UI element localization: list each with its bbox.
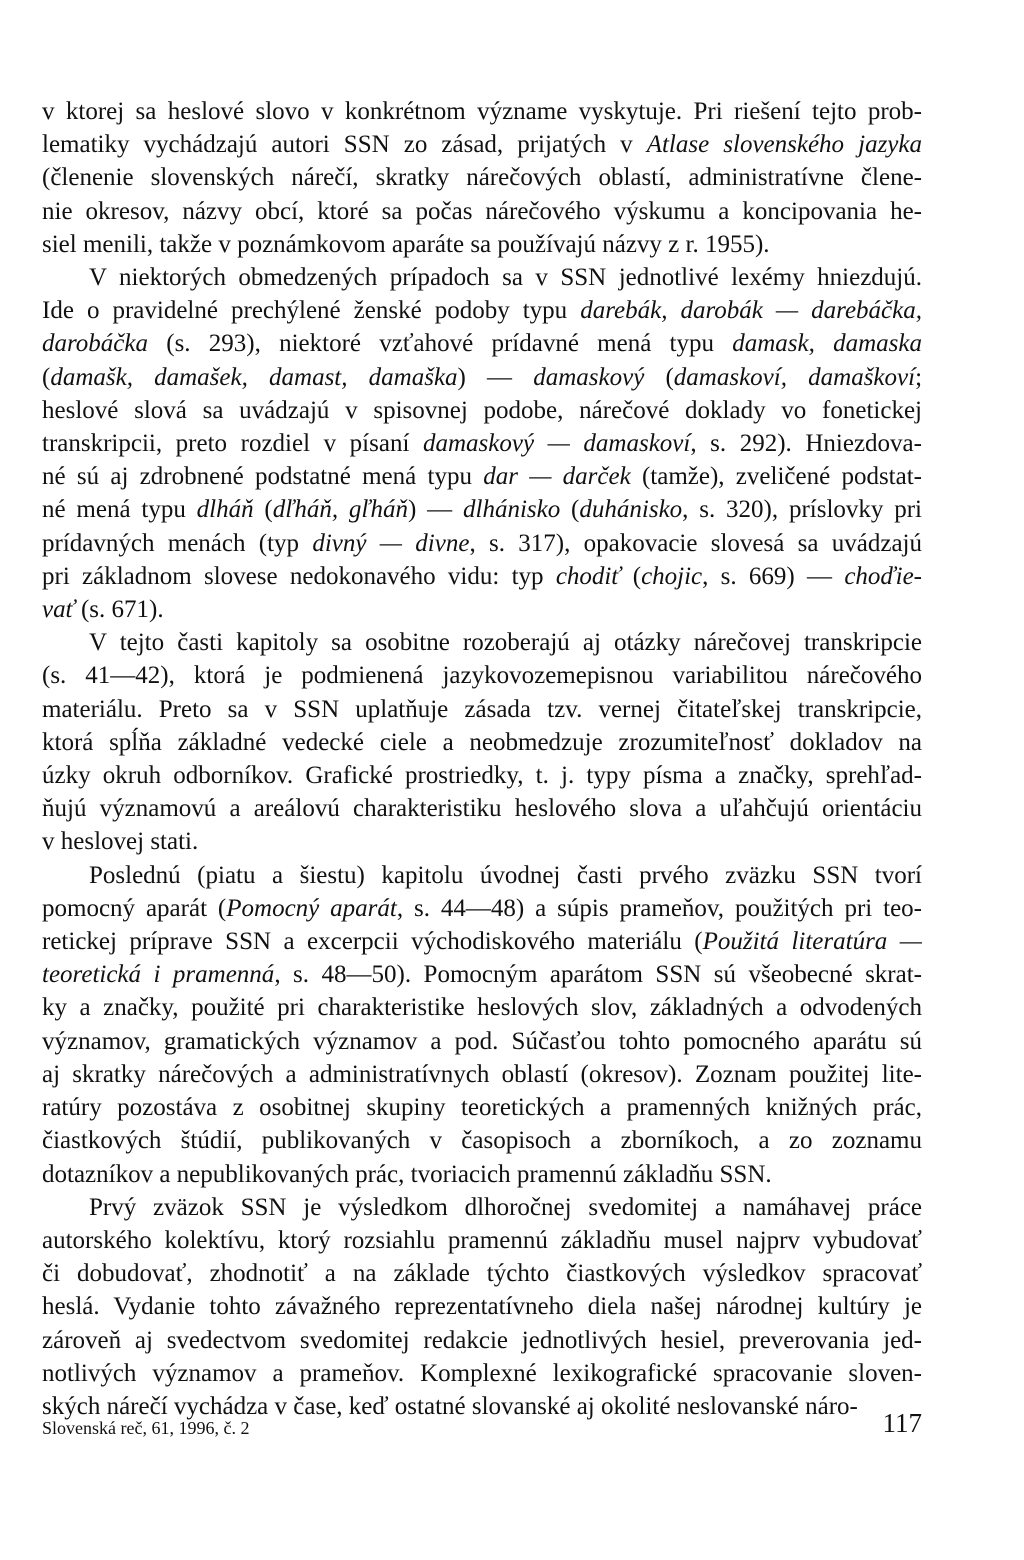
text-line: transkripcii, preto rozdiel v písaní damaskový — damaskoví, s. 292). Hniezdova- (42, 430, 922, 458)
text-line: (členenie slovenských nárečí, skratky nárečových oblastí, administratívne člene- (42, 164, 922, 192)
paragraph (42, 626, 922, 858)
text-line: ktorá spĺňa základné vedecké ciele a neobmedzuje zrozumiteľnosť dokladov na (42, 728, 922, 756)
text-line: ky a značky, použité pri charakteristike heslových slov, základných a odvodených (42, 994, 922, 1022)
text-line: (s. 41—42), ktorá je podmienená jazykovozemepisnou variabilitou nárečového (42, 662, 922, 690)
text-line: autorského kolektívu, ktorý rozsiahlu pramennú základňu musel najprv vybudovať (42, 1226, 922, 1254)
text-line: v ktorej sa heslové slovo v konkrétnom význame vyskytuje. Pri riešení tejto prob- (42, 98, 922, 125)
text-line: Prvý zväzok SSN je výsledkom dlhoročnej svedomitej a namáhavej práce (89, 1193, 922, 1221)
text-line: né sú aj zdrobnené podstatné mená typu dar — darček (tamže), zveličené podstat- (42, 463, 922, 491)
text-line: né mená typu dlháň (dľháň, gľháň) — dlhánisko (duhánisko, s. 320), príslovky pri (42, 496, 922, 524)
text-line: pri základnom slovese nedokonavého vidu: typ chodiť (chojic, s. 669) — choďie- (42, 562, 922, 590)
text-line: notlivých významov a prameňov. Komplexné lexikografické spracovanie sloven- (42, 1359, 922, 1387)
text-line: heslá. Vydanie tohto závažného reprezentatívneho diela našej národnej kultúry je (42, 1293, 922, 1321)
text-line: ských nárečí vychádza v čase, keď ostatné slovanské aj okolité neslovanské náro- (42, 1392, 858, 1420)
paragraph (42, 859, 922, 1191)
text-line: teoretická i pramenná, s. 48—50). Pomocným aparátom SSN sú všeobecné skrat- (42, 961, 922, 989)
text-line: heslové slová sa uvádzajú v spisovnej podobe, nárečové doklady vo fonetickej (42, 396, 922, 424)
body-text (42, 95, 922, 1423)
text-line: darobáčka (s. 293), niektoré vzťahové prídavné mená typu damask, damaska (42, 330, 922, 358)
text-line: úzky okruh odborníkov. Grafické prostriedky, t. j. typy písma a značky, sprehľad- (42, 762, 922, 790)
journal-citation: Slovenská reč, 61, 1996, č. 2 (42, 1418, 250, 1438)
text-line: dotazníkov a nepublikovaných prác, tvoriacich pramennú základňu SSN. (42, 1160, 772, 1188)
text-line: ratúry pozostáva z osobitnej skupiny teoretických a pramenných knižných prác, (42, 1094, 922, 1122)
text-line: čiastkových štúdií, publikovaných v časopisoch a zborníkoch, a zo zoznamu (42, 1127, 922, 1155)
text-line: v heslovej stati. (42, 828, 199, 856)
text-line: pomocný aparát (Pomocný aparát, s. 44—48) a súpis prameňov, použitých pri teo- (42, 894, 922, 922)
text-line: V niektorých obmedzených prípadoch sa v SSN jednotlivé lexémy hniezdujú. (89, 264, 922, 292)
text-line: (damašk, damašek, damast, damaška) — damaskový (damaskoví, damaškoví; (42, 363, 922, 391)
text-line: retickej príprave SSN a excerpcii východiskového materiálu (Použitá literatúra — (42, 928, 922, 956)
text-line: V tejto časti kapitoly sa osobitne rozoberajú aj otázky nárečovej transkripcie (89, 629, 922, 657)
page-number: 117 (882, 1408, 922, 1438)
page-footer (42, 1408, 922, 1448)
text-line: zároveň aj svedectvom svedomitej redakcie jednotlivých hesiel, preverovania jed- (42, 1326, 922, 1354)
text-line: či dobudovať, zhodnotiť a na základe týchto čiastkových výsledkov spracovať (42, 1260, 922, 1288)
text-line: siel menili, takže v poznámkovom aparáte sa používajú názvy z r. 1955). (42, 230, 770, 258)
paragraph (42, 1191, 922, 1423)
text-line: aj skratky nárečových a administratívnych oblastí (okresov). Zoznam použitej lite- (42, 1060, 922, 1088)
text-line: vať (s. 671). (42, 596, 164, 624)
text-line: materiálu. Preto sa v SSN uplatňuje zásada tzv. vernej čitateľskej transkripcie, (42, 695, 922, 723)
text-line: lematiky vychádzajú autori SSN zo zásad, prijatých v Atlase slovenského jazyka (42, 131, 922, 159)
text-line: prídavných menách (typ divný — divne, s. 317), opakovacie slovesá sa uvádzajú (42, 529, 922, 557)
text-line: nie okresov, názvy obcí, ktoré sa počas nárečového výskumu a koncipovania he- (42, 197, 922, 225)
text-line: Poslednú (piatu a šiestu) kapitolu úvodnej časti prvého zväzku SSN tvorí (89, 861, 922, 889)
text-line: ňujú významovú a areálovú charakteristiku heslového slova a uľahčujú orientáciu (42, 795, 922, 823)
text-line: významov, gramatických významov a pod. Súčasťou tohto pomocného aparátu sú (42, 1027, 922, 1055)
paragraph (42, 95, 922, 261)
paragraph (42, 261, 922, 626)
text-line: Ide o pravidelné prechýlené ženské podoby typu darebák, darobák — darebáčka, (42, 297, 922, 325)
